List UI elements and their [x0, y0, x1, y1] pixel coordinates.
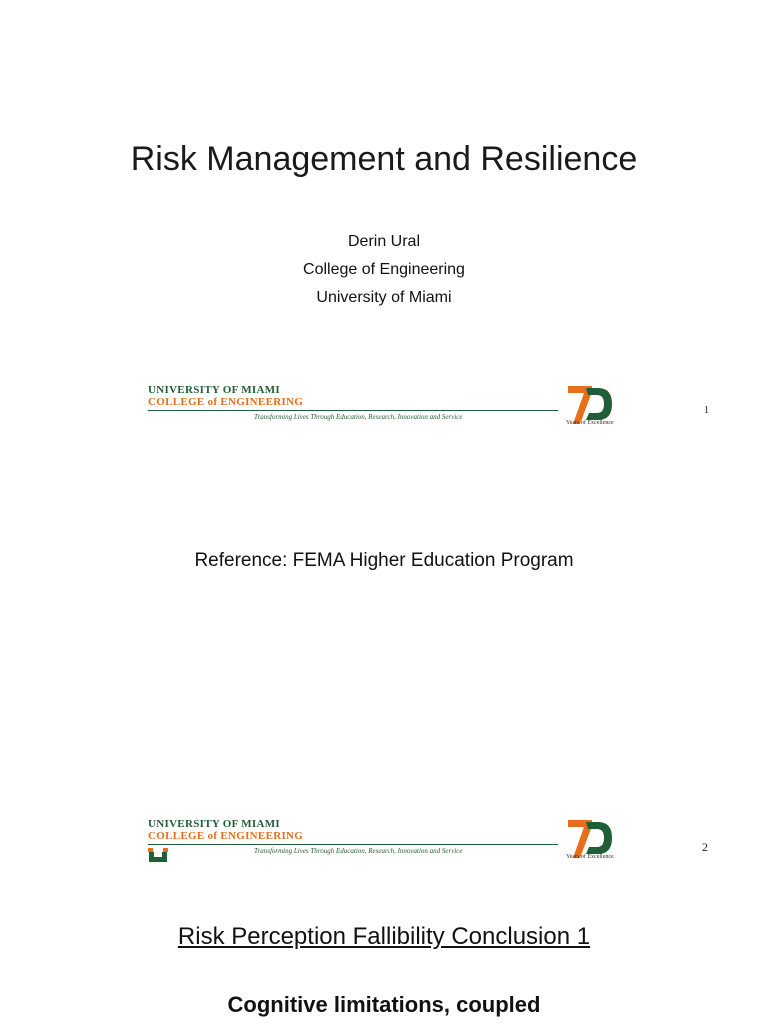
slide-title: Risk Perception Fallibility Conclusion 1: [177, 923, 591, 950]
footer-tagline: Transforming Lives Through Education, Research, Innovation and Service: [254, 413, 463, 421]
author-name: Derin Ural: [347, 233, 420, 250]
author-block: [0, 228, 768, 312]
footer-divider: [148, 410, 558, 411]
footer-university-name: UNIVERSITY OF MIAMI: [148, 818, 281, 830]
slide-body-text: Cognitive limitations, coupled: [227, 992, 541, 1017]
footer-logo-caption: Years of Excellence: [566, 854, 614, 860]
footer-banner: [148, 818, 618, 868]
footer-logo-caption: Years of Excellence: [566, 420, 614, 426]
footer-tagline: Transforming Lives Through Education, Research, Innovation and Service: [254, 847, 463, 855]
footer-college-name: COLLEGE of ENGINEERING: [148, 396, 304, 408]
university-name: University of Miami: [316, 289, 452, 306]
footer-college-name: COLLEGE of ENGINEERING: [148, 830, 304, 842]
footer-banner: [148, 384, 618, 434]
footer-divider: [148, 844, 558, 845]
u-logo-icon: [148, 848, 168, 862]
slide-title: Risk Management and Resilience: [130, 140, 638, 178]
page-number: 2: [702, 840, 708, 854]
page-number: 1: [704, 405, 709, 416]
reference-text: Reference: FEMA Higher Education Program: [194, 550, 574, 571]
college-name: College of Engineering: [303, 261, 465, 278]
footer-university-name: UNIVERSITY OF MIAMI: [148, 384, 281, 396]
